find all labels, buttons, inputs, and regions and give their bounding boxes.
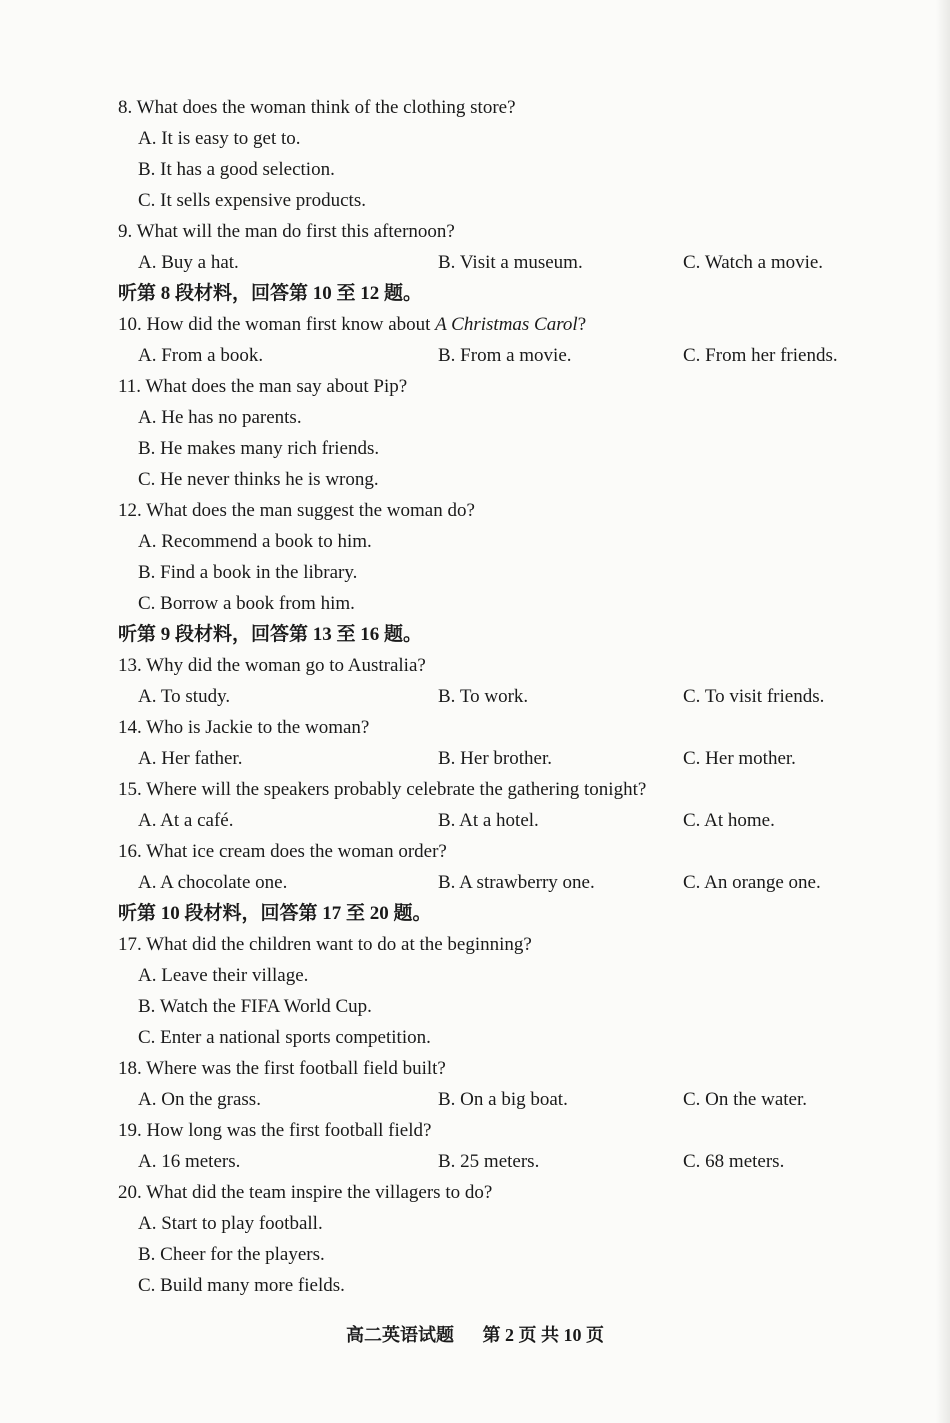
answer-option: C. It sells expensive products.: [138, 190, 366, 211]
answer-option-a: A. Buy a hat.: [138, 252, 239, 273]
answer-option: C. Enter a national sports competition.: [138, 1027, 431, 1048]
answer-option-b: B. On a big boat.: [438, 1089, 568, 1110]
question-text: 12. What does the man suggest the woman do?: [118, 500, 475, 521]
book-title: A Christmas Carol: [435, 314, 578, 335]
question-text: 11. What does the man say about Pip?: [118, 376, 408, 397]
question-text: 18. Where was the first football field built?: [118, 1058, 446, 1079]
question-text-part: 10. How did the woman first know about: [118, 314, 436, 335]
answer-option: B. Find a book in the library.: [138, 562, 358, 583]
page-edge-shadow: [936, 0, 950, 1423]
answer-option: A. Leave their village.: [138, 965, 309, 986]
section-instruction: 听第 9 段材料，回答第 13 至 16 题。: [118, 624, 423, 645]
question-text: 8. What does the woman think of the clothing store?: [118, 97, 516, 118]
answer-option: A. Recommend a book to him.: [138, 531, 372, 552]
answer-option-c: C. From her friends.: [683, 345, 838, 366]
exam-title: 高二英语试题: [346, 1325, 454, 1345]
answer-option-b: B. At a hotel.: [438, 810, 539, 831]
answer-option-b: B. Visit a museum.: [438, 252, 583, 273]
question-text: 9. What will the man do first this afternoon?: [118, 221, 455, 242]
answer-option: C. Build many more fields.: [138, 1275, 345, 1296]
answer-option: A. He has no parents.: [138, 407, 302, 428]
answer-option: C. Borrow a book from him.: [138, 593, 355, 614]
question-text-part: ?: [577, 314, 587, 335]
answer-option-b: B. To work.: [438, 686, 529, 707]
answer-option-c: C. Her mother.: [683, 748, 796, 769]
answer-option: B. It has a good selection.: [138, 159, 335, 180]
answer-option-b: B. A strawberry one.: [438, 872, 595, 893]
answer-option-a: A. On the grass.: [138, 1089, 261, 1110]
answer-option-c: C. Watch a movie.: [683, 252, 824, 273]
answer-option: C. He never thinks he is wrong.: [138, 469, 379, 490]
question-text: 17. What did the children want to do at the beginning?: [118, 934, 532, 955]
answer-option-b: B. 25 meters.: [438, 1151, 540, 1172]
page-number: 第 2 页 共 10 页: [482, 1325, 604, 1345]
answer-option: A. It is easy to get to.: [138, 128, 301, 149]
question-text: 14. Who is Jackie to the woman?: [118, 717, 370, 738]
section-instruction: 听第 8 段材料，回答第 10 至 12 题。: [118, 283, 423, 304]
question-text: 19. How long was the first football field?: [118, 1120, 432, 1141]
answer-option-a: A. Her father.: [138, 748, 243, 769]
answer-option: A. Start to play football.: [138, 1213, 323, 1234]
page-footer: [0, 1323, 950, 1347]
answer-option-c: C. On the water.: [683, 1089, 808, 1110]
answer-option-c: C. To visit friends.: [683, 686, 825, 707]
answer-option-c: C. An orange one.: [683, 872, 821, 893]
answer-option: B. Cheer for the players.: [138, 1244, 325, 1265]
answer-option: B. He makes many rich friends.: [138, 438, 380, 459]
answer-option-a: A. A chocolate one.: [138, 872, 288, 893]
answer-option-c: C. At home.: [683, 810, 775, 831]
question-text: [118, 313, 586, 337]
question-text: 20. What did the team inspire the villagers to do?: [118, 1182, 493, 1203]
question-text: 16. What ice cream does the woman order?: [118, 841, 447, 862]
answer-option: B. Watch the FIFA World Cup.: [138, 996, 372, 1017]
section-instruction: 听第 10 段材料，回答第 17 至 20 题。: [118, 903, 432, 924]
answer-option-b: B. From a movie.: [438, 345, 572, 366]
answer-option-a: A. At a café.: [138, 810, 234, 831]
answer-option-b: B. Her brother.: [438, 748, 552, 769]
question-text: 15. Where will the speakers probably celebrate the gathering tonight?: [118, 779, 647, 800]
answer-option-c: C. 68 meters.: [683, 1151, 785, 1172]
answer-option-a: A. From a book.: [138, 345, 264, 366]
question-text: 13. Why did the woman go to Australia?: [118, 655, 426, 676]
answer-option-a: A. To study.: [138, 686, 231, 707]
answer-option-a: A. 16 meters.: [138, 1151, 241, 1172]
